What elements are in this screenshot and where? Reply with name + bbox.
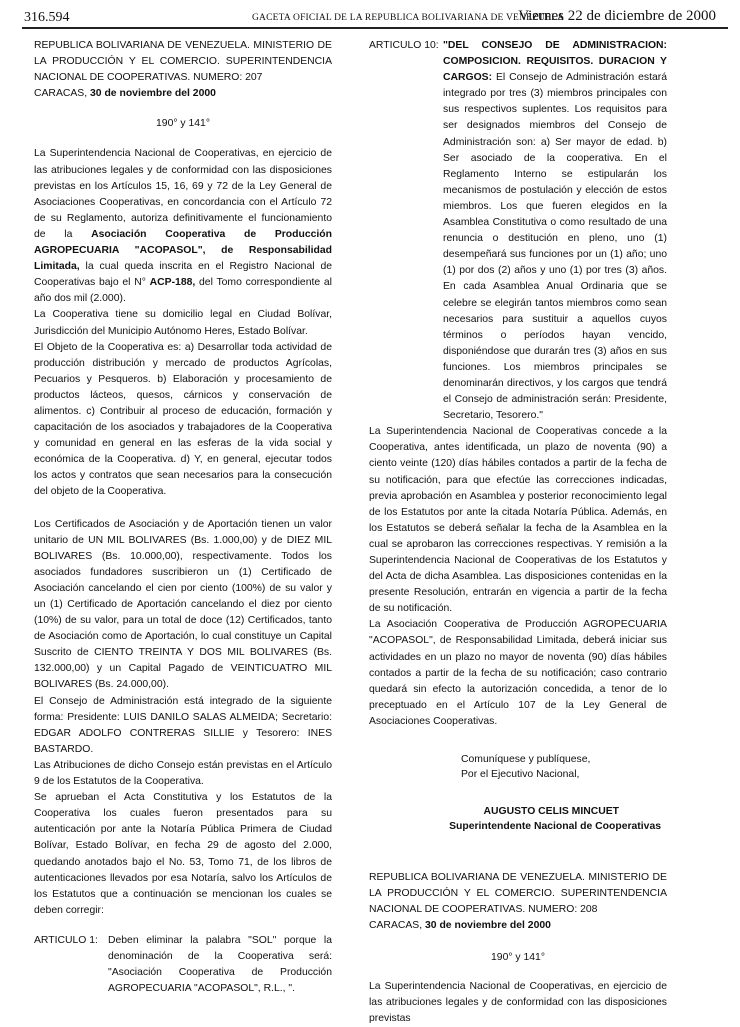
article-1: [34, 933, 332, 997]
closing-line-1: Comuníquese y publíquese,: [461, 754, 591, 766]
article-10: [369, 38, 667, 424]
issue-date: Viernes 22 de diciembre de 2000: [518, 8, 716, 24]
closing-block: [369, 752, 667, 782]
header-rule: [22, 27, 728, 29]
article-1-text: Deben eliminar la palabra "SOL" porque la denominación de la Cooperativa será: "Asociación Cooperativa de Producción AGROPECUARIA "ACOPASOL", R.L., ".: [108, 934, 332, 995]
closing-line-2: Por el Ejecutivo Nacional,: [461, 769, 580, 781]
article-10-label: ARTICULO 10:: [369, 40, 439, 51]
paragraph-activities: La Asociación Cooperativa de Producción AGROPECUARIA "ACOPASOL", de Responsabilidad Limitada, deberá iniciar sus actividades en un plazo no mayor de noventa (90) días hábiles contados a partir de la fecha de su notificación; caso contrario quedará sin efecto la autorización concedida, a tenor de lo preceptuado en el Artículo 107 de la Ley General de Asociaciones Cooperativas.: [369, 619, 667, 727]
resolution-place-date: [34, 86, 332, 102]
signer-title: Superintendente Nacional de Cooperativas: [449, 821, 661, 833]
paragraph-deadline: La Superintendencia Nacional de Cooperativas concede a la Cooperativa, antes identificada, un plazo de noventa (90) a ciento veinte (120) días hábiles contados a partir de la fecha de su notificación, para que efectúe las correcciones indicadas, previa aprobación en Asamblea y posterior reconocimiento legal de los Estatutos por ante la citada Notaría Pública. Además, en los Estatutos se deberá señalar la fecha de la Asamblea en la cual se aprobaron las correcciones respectivas. Y remisión a la Superintendencia Nacional de Cooperativas de los Estatutos y del Acta de dicha Asamblea. Las disposiciones contenidas en la presente Resolución, entrarán en vigencia a partir de la fecha de su notificación.: [369, 426, 667, 615]
resolution-heading: REPUBLICA BOLIVARIANA DE VENEZUELA. MINISTERIO DE LA PRODUCCIÓN Y EL COMERCIO. SUPERINTENDENCIA NACIONAL DE COOPERATIVAS. NUMERO: 207: [34, 40, 332, 84]
signature-block: [369, 804, 667, 834]
date: 30 de noviembre del 2000: [90, 88, 216, 100]
resolution-place-date-2: CARACAS, 30 de noviembre del 2000: [369, 920, 551, 932]
article-10-text: "DEL CONSEJO DE ADMINISTRACION: COMPOSICION. REQUISITOS. DURACION Y CARGOS: El Consejo de Administración estará integrado por tres (3) miembros principales con sus respectivos suplentes. Los requisitos para ser designados miembros del Consejo de Administración son: a) Ser mayor de edad. b) Ser asociado de la cooperativa. En el Reglamento Interno se estipularán los mecanismos de postulación y elección de estos miembros. Los que fueren elegidos en la Asamblea Constitutiva o como resultado de una renuncia o destitución en pleno, uno (1) desempeñará sus funciones por un (1) año; uno (1) por dos (2) años y uno (1) por tres (3) años. En cada Asamblea Anual Ordinaria que se celebre se elegirán tantos miembros como sean necesarios para sustituir a aquellos cuyos términos o períodos hayan vencido, disponiéndose que durarán tres (3) años en sus funciones. Los miembros principales se denominarán directivos, y los cargos que tendrá el Consejo de administración serán: Presidente, Secretario, Tesorero.": [443, 40, 667, 422]
article-1-label: ARTICULO 1:: [34, 934, 98, 946]
paragraph-attributions: Las Atribuciones de dicho Consejo están previstas en el Artículo 9 de los Estatutos de la Cooperativa.: [34, 759, 332, 788]
paragraph-domicile: La Cooperativa tiene su domicilio legal en Ciudad Bolívar, Jurisdicción del Municipio Autónomo Heres, Estado Bolívar.: [34, 309, 332, 337]
place: CARACAS,: [34, 88, 91, 100]
gazette-title: GACETA OFICIAL DE LA REPUBLICA BOLIVARIANA DE VENEZUELA: [252, 13, 565, 23]
right-column: [369, 38, 667, 1027]
years-line: 190° y 141°: [156, 118, 210, 130]
page-number: 316.594: [24, 10, 70, 25]
paragraph-certificates: Los Certificados de Asociación y de Aportación tienen un valor unitario de UN MIL BOLIVARES (Bs. 1.000,00) y de DIEZ MIL BOLIVARES (Bs. 10.000,00), respectivamente. Todos los asociados fundadores suscribieron un (1) Certificado de Asociación cancelando el cien por ciento (100%) de su valor y un (1) Certificado de Aportación cancelando el diez por ciento (10%) de su valor, para un total de doce (12) Certificados, tanto de Asociación como de Aportación, lo cual constituye un Capital Suscrito de CIENTO TREINTA Y DOS MIL BOLIVARES (Bs. 132.000,00) y un Capital Pagado de VEINTICUATRO MIL BOLIVARES (Bs. 24.000,00).: [34, 518, 332, 691]
years-line-2: 190° y 141°: [491, 952, 545, 964]
paragraph-authorization-2: La Superintendencia Nacional de Cooperativas, en ejercicio de las atribuciones legales y de conformidad con las disposiciones previstas: [369, 980, 667, 1024]
left-column: [34, 38, 332, 997]
paragraph-object: El Objeto de la Cooperativa es: a) Desarrollar toda actividad de producción distribución y mercado de productos Agrícolas, Pecuarios y Pesqueros. b) Elaboración y procesamiento de productos lácteos, quesos, cárnicos y conservación de alimentos. c) Contribuir al proceso de educación, formación y capacitación de los asociados y trabajadores de la Cooperativa y comunidad en general en las esferas de la vida social y económica de la Cooperativa. d) Y, en general, ejecutar todos los actos y contratos que sean necesarios para la consecución del objeto de la Cooperativa.: [34, 341, 332, 498]
paragraph-council: El Consejo de Administración está integrado de la siguiente forma: Presidente: LUIS DANILO SALAS ALMEIDA; Secretario: EDGAR ADOLFO CONTRERAS SILLIE y Tesorero: INES BASTARDO.: [34, 695, 332, 755]
signer-name: AUGUSTO CELIS MINCUET: [483, 806, 619, 818]
paragraph-authorization: La Superintendencia Nacional de Cooperativas, en ejercicio de las atribuciones legales y de conformidad con las disposiciones previstas en los Artículos 15, 16, 69 y 72 de la Ley General de Asociaciones Cooperativas, en concordancia con el Artículo 72 de su Reglamento, autoriza definitivamente el funcionamiento de la Asociación Cooperativa de Producción AGROPECUARIA "ACOPASOL", de Responsabilidad Limitada, la cual queda inscrita en el Registro Nacional de Cooperativas bajo el N° ACP-188, del Tomo correspondiente al año dos mil (2.000).: [34, 148, 332, 305]
paragraph-approval: Se aprueban el Acta Constitutiva y los Estatutos de la Cooperativa los cuales fueron presentados para su autenticación por ante la Notaría Pública Primera de Ciudad Bolívar, Estado Bolívar, en fecha 29 de agosto del 2.000, quedando anotados bajo el No. 53, Tomo 71, de los libros de autenticaciones llevados por esa Notaría, salvo los Artículos de los Estatutos que a continuación se mencionan los cuales se deben corregir:: [34, 792, 332, 916]
resolution-heading-2: REPUBLICA BOLIVARIANA DE VENEZUELA. MINISTERIO DE LA PRODUCCIÓN Y EL COMERCIO. SUPERINTENDENCIA NACIONAL DE COOPERATIVAS. NUMERO: 208: [369, 872, 667, 916]
